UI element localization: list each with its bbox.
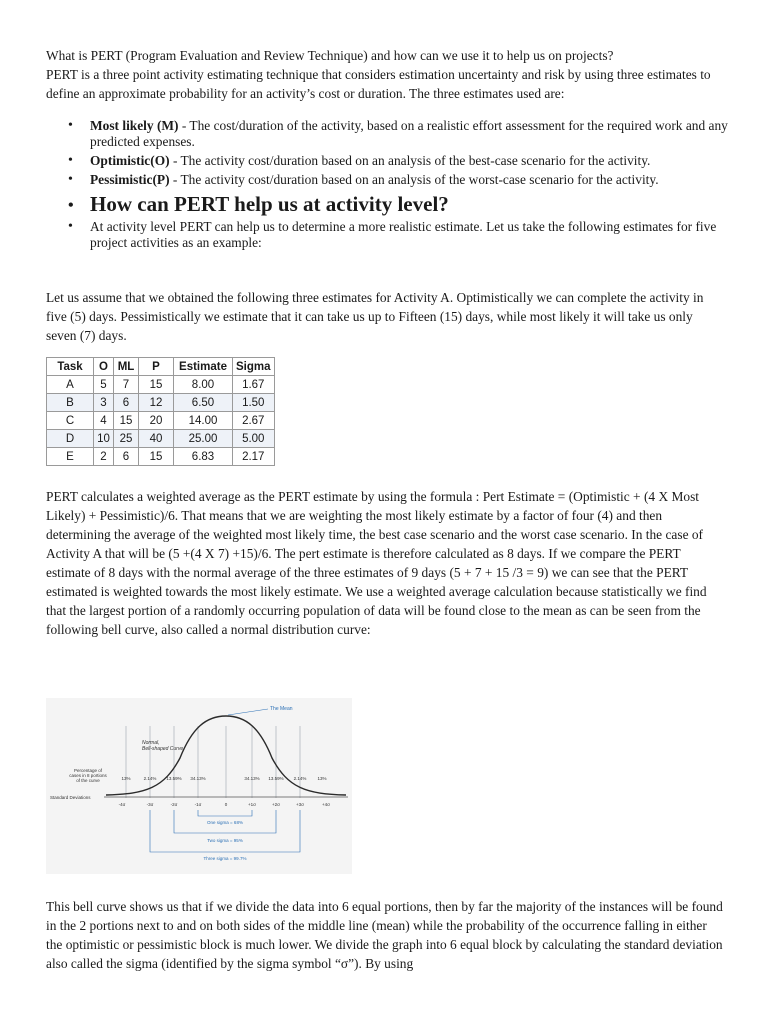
col-header: P <box>139 358 174 376</box>
col-header: Task <box>47 358 94 376</box>
estimates-table <box>46 357 275 466</box>
list-item <box>46 153 736 169</box>
bullet-text: - The activity cost/duration based on an analysis of the worst-case scenario for the activity. <box>169 172 659 187</box>
pct-value: 13.59% <box>166 776 182 781</box>
bracket-label: One sigma = 68% <box>207 820 243 825</box>
table-header-row <box>47 358 275 376</box>
col-header: ML <box>114 358 139 376</box>
pct-value: 2.14% <box>293 776 307 781</box>
table-cell: 25 <box>114 430 139 448</box>
table-row <box>47 376 275 394</box>
intro-text: PERT is a three point activity estimating technique that considers estimation uncertainty and risk by using three estimates to define an approximate probability for an activity’s cost or duration. The three estimates used are: <box>46 67 711 101</box>
table-cell: 15 <box>139 448 174 466</box>
tick-label: -4σ <box>118 802 126 807</box>
table-cell: D <box>47 430 94 448</box>
table-cell: 14.00 <box>174 412 233 430</box>
intro-question: What is PERT (Program Evaluation and Review Technique) and how can we use it to help us on projects? <box>46 48 614 63</box>
assume-paragraph: Let us assume that we obtained the following three estimates for Activity A. Optimistically we can complete the activity in five (5) days. Pessimistically we estimate that it can take us up to Fifteen (15) days, while most likely it will take us only seven (7) days. <box>46 290 704 343</box>
table-cell: 40 <box>139 430 174 448</box>
table-cell: E <box>47 448 94 466</box>
table-cell: B <box>47 394 94 412</box>
pct-value: 13% <box>121 776 131 781</box>
mean-label: The Mean <box>270 706 293 712</box>
bracket-label: Three sigma = 99.7% <box>203 856 247 861</box>
tick-label: -2σ <box>170 802 178 807</box>
figure-background <box>46 698 352 874</box>
table-cell: 8.00 <box>174 376 233 394</box>
bullet-term: Optimistic(O) <box>90 153 170 168</box>
sigma-ticks <box>119 802 331 807</box>
bullet-term: Most likely (M) <box>90 118 179 133</box>
tick-label: -3σ <box>146 802 154 807</box>
table-cell: 5.00 <box>233 430 275 448</box>
tick-label: +2σ <box>272 802 280 807</box>
table-row <box>47 412 275 430</box>
table-cell: 15 <box>139 376 174 394</box>
intro-paragraph <box>46 46 726 103</box>
tick-label: +1σ <box>248 802 256 807</box>
bullet-text: - The activity cost/duration based on an analysis of the best-case scenario for the activity. <box>169 153 651 168</box>
pct-value: 34.13% <box>190 776 206 781</box>
tick-label: -1σ <box>194 802 202 807</box>
pct-value: 34.13% <box>244 776 260 781</box>
table-cell: 6 <box>114 448 139 466</box>
col-header: Estimate <box>174 358 233 376</box>
table-cell: A <box>47 376 94 394</box>
list-item <box>46 118 736 150</box>
table-row <box>47 448 275 466</box>
pct-legend: cases in 8 portions <box>69 773 107 778</box>
curve-label: Bell-shaped Curve <box>142 746 184 752</box>
table-cell: 15 <box>114 412 139 430</box>
pct-value: 2.14% <box>143 776 157 781</box>
pct-value: 13.59% <box>268 776 284 781</box>
table-cell: 6.50 <box>174 394 233 412</box>
sd-label: Standard Deviations <box>50 795 91 800</box>
pct-legend: Percentage of <box>73 768 103 773</box>
tick-label: +3σ <box>296 802 304 807</box>
table-cell: 10 <box>94 430 114 448</box>
bullet-text: - The cost/duration of the activity, based on a realistic effort assessment for the required work and any predicted expenses. <box>90 118 728 149</box>
tick-label: 0 <box>224 802 228 807</box>
table-cell: 1.67 <box>233 376 275 394</box>
table-cell: 2 <box>94 448 114 466</box>
table-cell: 6.83 <box>174 448 233 466</box>
section-heading: • How can PERT help us at activity level? <box>46 191 736 217</box>
table-cell: 2.67 <box>233 412 275 430</box>
pct-legend: of the curve <box>76 778 100 783</box>
table-cell: 1.50 <box>233 394 275 412</box>
list-item <box>46 172 736 188</box>
tick-label: +4σ <box>322 802 330 807</box>
col-header: O <box>94 358 114 376</box>
table-cell: 3 <box>94 394 114 412</box>
bracket-label: Two sigma = 95% <box>207 838 243 843</box>
table-cell: C <box>47 412 94 430</box>
table-cell: 4 <box>94 412 114 430</box>
table-cell: 6 <box>114 394 139 412</box>
bullet-term: Pessimistic(P) <box>90 172 170 187</box>
table-row <box>47 430 275 448</box>
table-row <box>47 394 275 412</box>
table-cell: 25.00 <box>174 430 233 448</box>
estimates-list <box>46 118 736 254</box>
bell-paragraph: This bell curve shows us that if we divide the data into 6 equal portions, then by far the majority of the instances will be found in the 2 portions next to and on both sides of the middle line (mean) while the probability of the occurrence falling in either the optimistic or pessimistic block is much lower. We divide the graph into 6 equal block by calculating the standard deviation also called the sigma (identified by the sigma symbol “σ”). By using <box>46 899 723 971</box>
bell-curve-figure <box>46 698 352 874</box>
table-cell: 7 <box>114 376 139 394</box>
pert-paragraph: PERT calculates a weighted average as the PERT estimate by using the formula : Pert Estimate = (Optimistic + (4 X Most Likely) + Pessimistic)/6. That means that we are weighting the most likely estimate by a factor of four (4) and then determining the average of the weighted most likely time, the best case scenario and the worst case scenario. In the case of Activity A that will be (5 +(4 X 7) +15)/6. The pert estimate is therefore calculated as 8 days. If we compare the PERT estimate of 8 days with the normal average of the three estimates of 9 days (5 + 7 + 15 /3 = 9) we can see that the PERT estimated is weighted towards the most likely estimate. We use a weighted average calculation because statistically we find that the largest portion of a randomly occurring population of data will be found close to the mean as can be seen from the following bell curve, also called a normal distribution curve: <box>46 489 707 637</box>
table-cell: 12 <box>139 394 174 412</box>
curve-label: Normal, <box>142 740 160 746</box>
table-cell: 5 <box>94 376 114 394</box>
table-cell: 20 <box>139 412 174 430</box>
col-header: Sigma <box>233 358 275 376</box>
table-cell: 2.17 <box>233 448 275 466</box>
pct-value: 13% <box>317 776 327 781</box>
heading-bullet: • At activity level PERT can help us to determine a more realistic estimate. Let us take the following estimates for five project activities as an example: <box>46 219 736 251</box>
